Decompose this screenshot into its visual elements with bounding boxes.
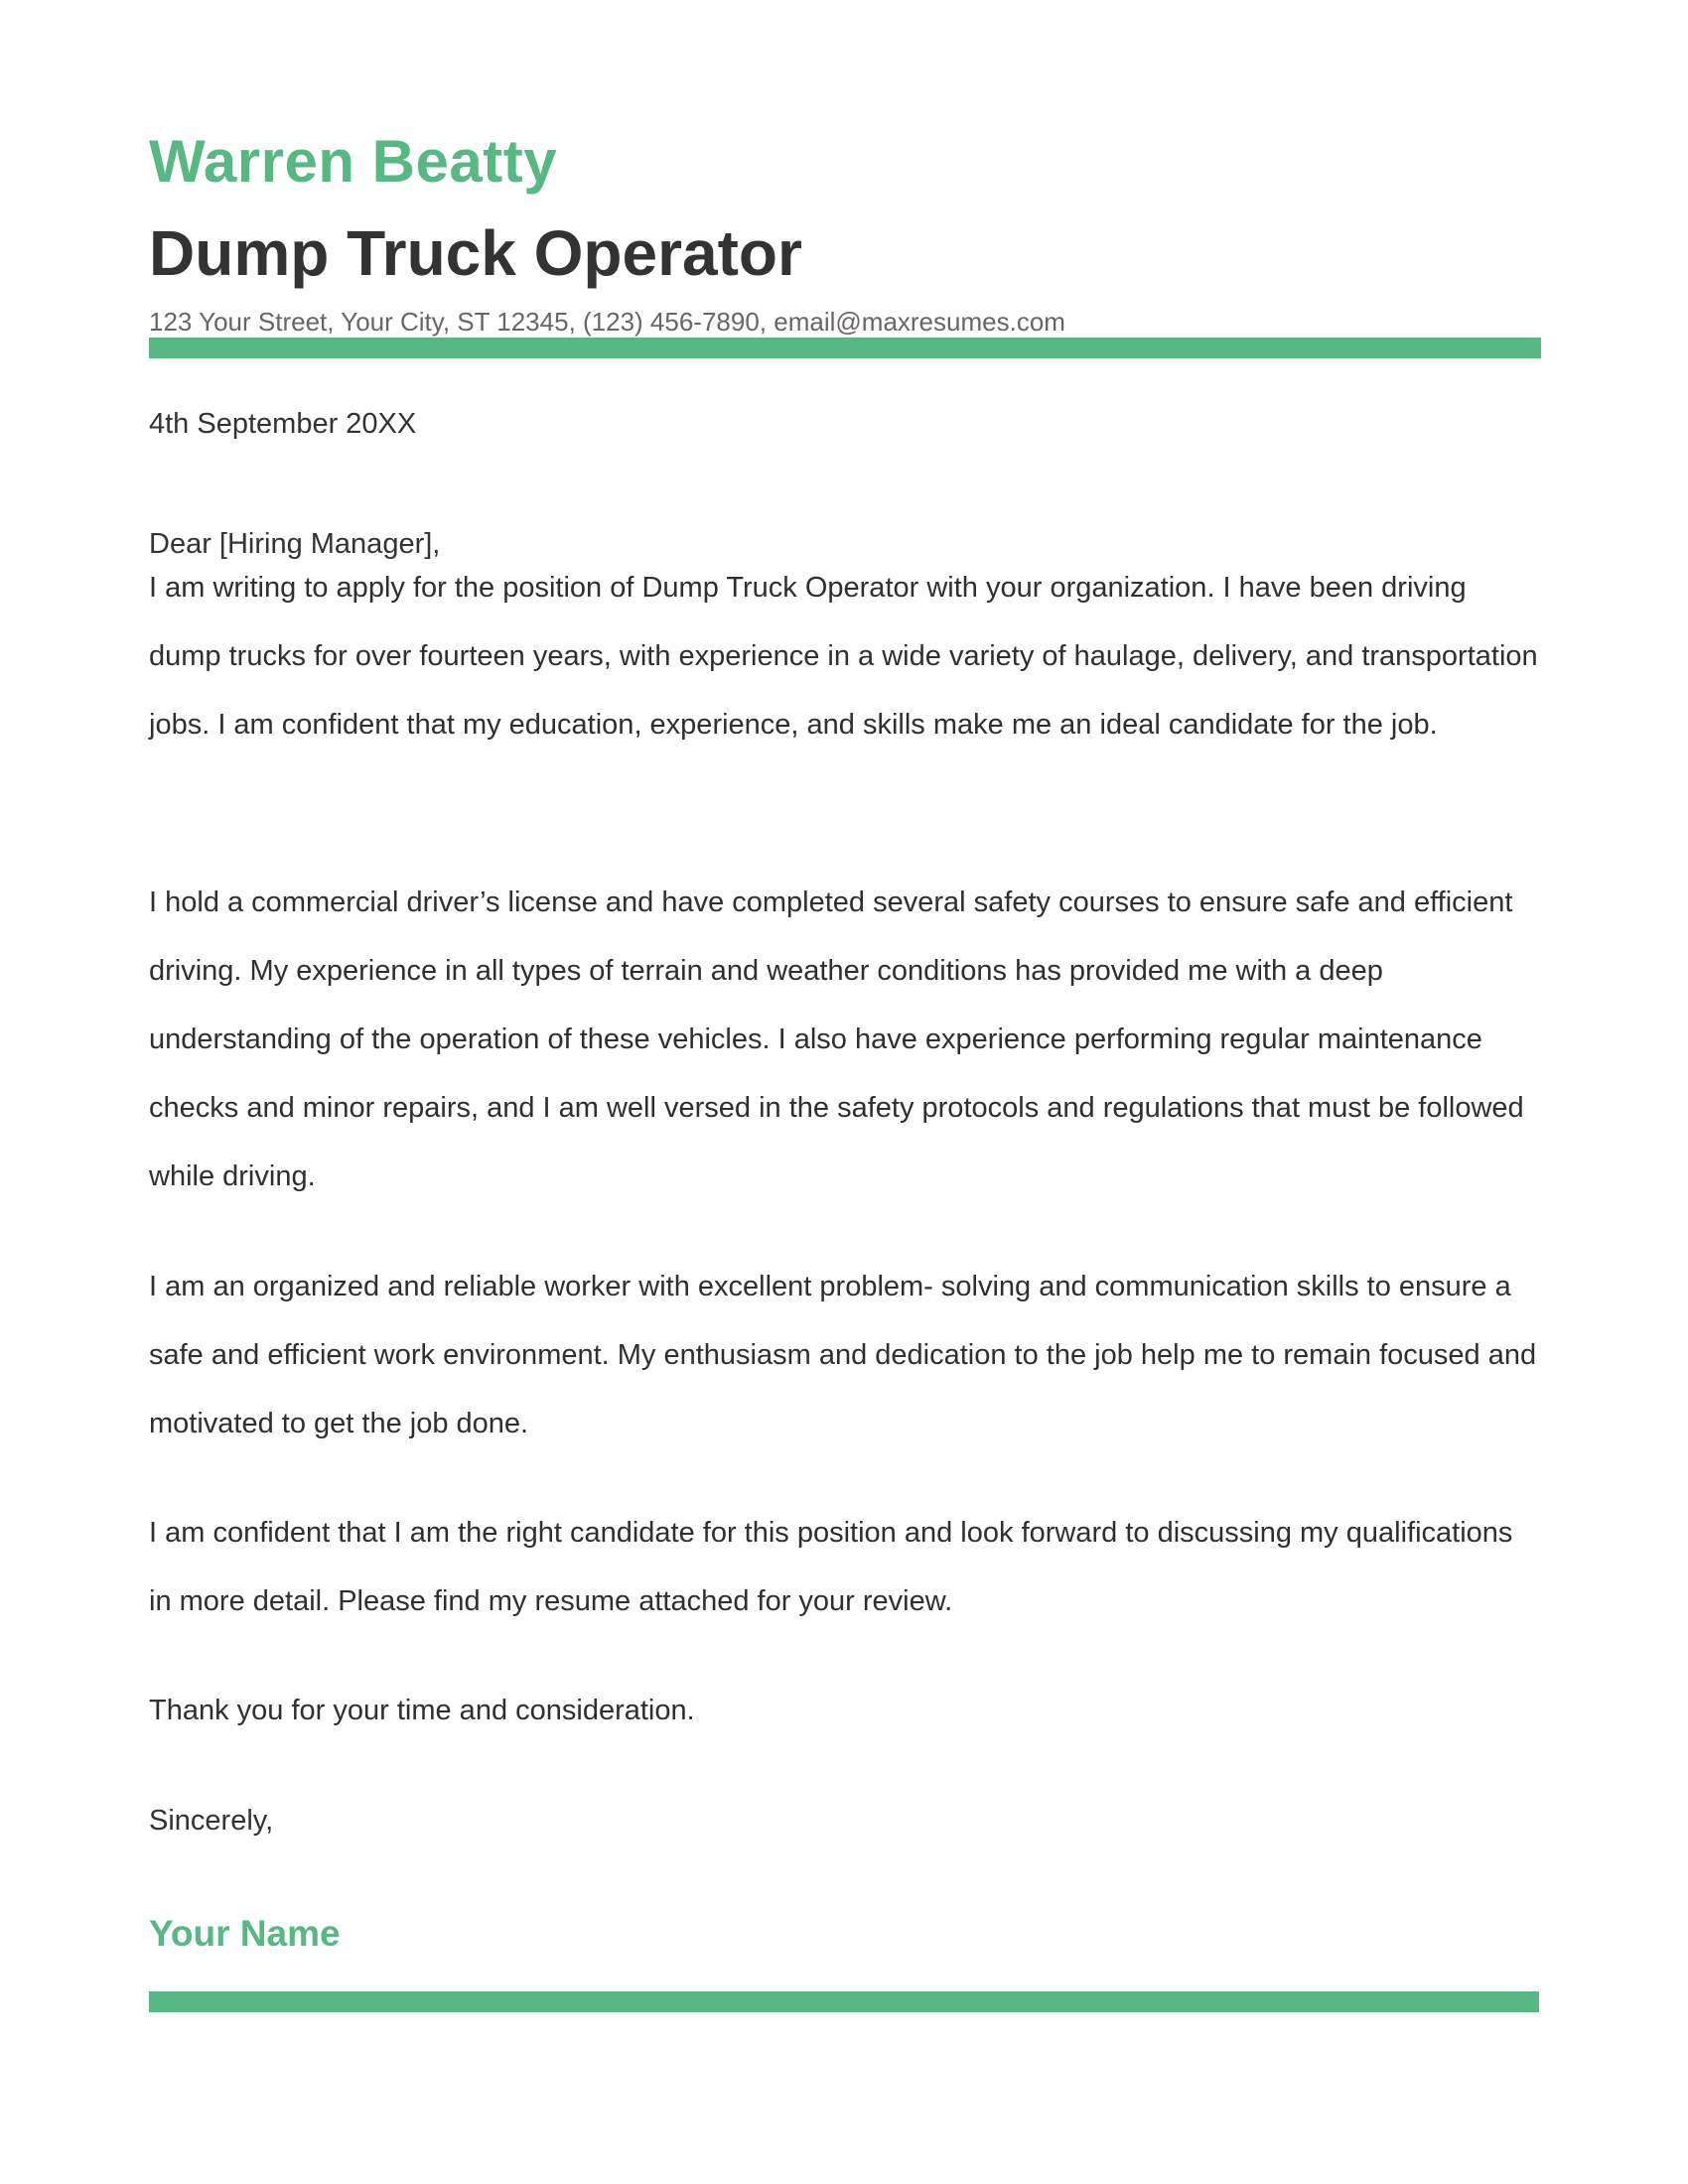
body-paragraph-1: I am writing to apply for the position of Dump Truck Operator with your organization. I have been driving dump trucks for over fourteen years, with experience in a wide variety of haulage, delivery, and transportation jobs. I am confident that my education, experience, and skills make me an ideal candidate for the job. [149,572,1538,741]
body-paragraph-2: I hold a commercial driver’s license and have completed several safety courses to ensure safe and efficient driving. My experience in all types of terrain and weather conditions has provided me with a deep understanding of the operation of these vehicles. I also have experience performing regular maintenance checks and minor repairs, and I am well versed in the safety protocols and regulations that must be followed while driving. [149,887,1524,1192]
greeting: Dear [Hiring Manager], [149,528,441,560]
job-title: Dump Truck Operator [149,217,802,289]
letter-date: 4th September 20XX [149,408,417,440]
body-paragraph-5: Thank you for your time and consideration. [149,1695,695,1726]
signature-name: Your Name [149,1913,341,1954]
body-paragraph-3: I am an organized and reliable worker with excellent problem- solving and communication skills to ensure a safe and efficient work environment. My enthusiasm and dedication to the job help me to remain focused and motivated to get the job done. [149,1271,1537,1439]
closing: Sincerely, [149,1805,274,1837]
header-divider [149,338,1541,358]
body-paragraph-4: I am confident that I am the right candidate for this position and look forward to discussing my qualifications in more detail. Please find my resume attached for your review. [149,1517,1513,1617]
applicant-name: Warren Beatty [149,128,558,195]
contact-info: 123 Your Street, Your City, ST 12345, (123) 456-7890, email@maxresumes.com [149,307,1065,337]
footer-divider [149,1991,1539,2012]
cover-letter-page [149,0,1539,2184]
